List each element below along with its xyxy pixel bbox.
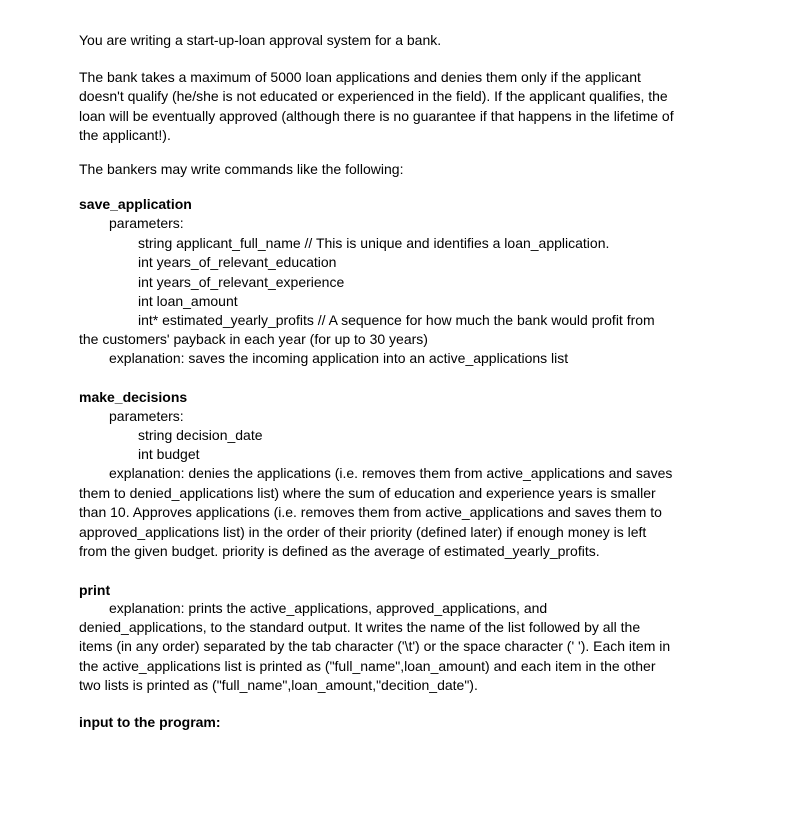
text-line: from the given budget. priority is defined as the average of estimated_yearly_profits. — [79, 542, 600, 559]
text-line: approved_applications list) in the order of their priority (defined later) if enough money is left — [79, 523, 647, 540]
bank-rules-paragraph — [79, 68, 719, 145]
param-line: int loan_amount — [138, 292, 238, 309]
commands-intro: The bankers may write commands like the following: — [79, 161, 404, 177]
text-line: the active_applications list is printed as ("full_name",loan_amount) and each item in the other — [79, 657, 656, 674]
text-line: loan will be eventually approved (although there is no guarantee if that happens in the lifetime of — [79, 107, 674, 124]
text-line: than 10. Approves applications (i.e. removes them from active_applications and saves them to — [79, 504, 662, 521]
input-heading: input to the program: — [79, 714, 221, 730]
text-line: The bank takes a maximum of 5000 loan applications and denies them only if the applicant — [79, 69, 641, 85]
print-heading: print — [79, 582, 111, 598]
print-explanation — [79, 618, 719, 695]
param-line: int years_of_relevant_experience — [138, 273, 345, 290]
text-line: them to denied_applications list) where the sum of education and experience years is smaller — [79, 485, 656, 501]
param-line: int budget — [138, 446, 200, 463]
save-application-params-label: parameters: — [109, 215, 184, 231]
param-continuation: the customers' payback in each year (for up to 30 years) — [79, 331, 428, 347]
param-line: string decision_date — [138, 427, 263, 443]
make-decisions-params — [138, 426, 263, 465]
intro-text: You are writing a start-up-loan approval system for a bank. — [79, 32, 442, 48]
param-line: int* estimated_yearly_profits // A sequence for how much the bank would profit from — [138, 312, 655, 329]
make-decisions-explanation-first: explanation: denies the applications (i.e. removes them from active_applications and saves — [109, 465, 673, 481]
text-line: the applicant!). — [79, 126, 171, 143]
make-decisions-explanation — [79, 484, 719, 561]
param-line: string applicant_full_name // This is unique and identifies a loan_application. — [138, 235, 610, 251]
save-application-heading: save_application — [79, 196, 192, 212]
save-application-explanation: explanation: saves the incoming application into an active_applications list — [109, 350, 569, 366]
text-line: items (in any order) separated by the tab character ('\t') or the space character (' '). Each item in — [79, 638, 671, 655]
text-line: doesn't qualify (he/she is not educated or experienced in the field). If the applicant qualifies, the — [79, 88, 668, 105]
save-application-params — [138, 234, 655, 330]
make-decisions-heading: make_decisions — [79, 389, 188, 405]
print-explanation-first: explanation: prints the active_applications, approved_applications, and — [109, 600, 548, 616]
param-line: int years_of_relevant_education — [138, 254, 337, 271]
text-line: two lists is printed as ("full_name",loan_amount,"decition_date"). — [79, 676, 478, 693]
text-line: denied_applications, to the standard output. It writes the name of the list followed by all the — [79, 619, 641, 635]
make-decisions-params-label: parameters: — [109, 408, 184, 424]
